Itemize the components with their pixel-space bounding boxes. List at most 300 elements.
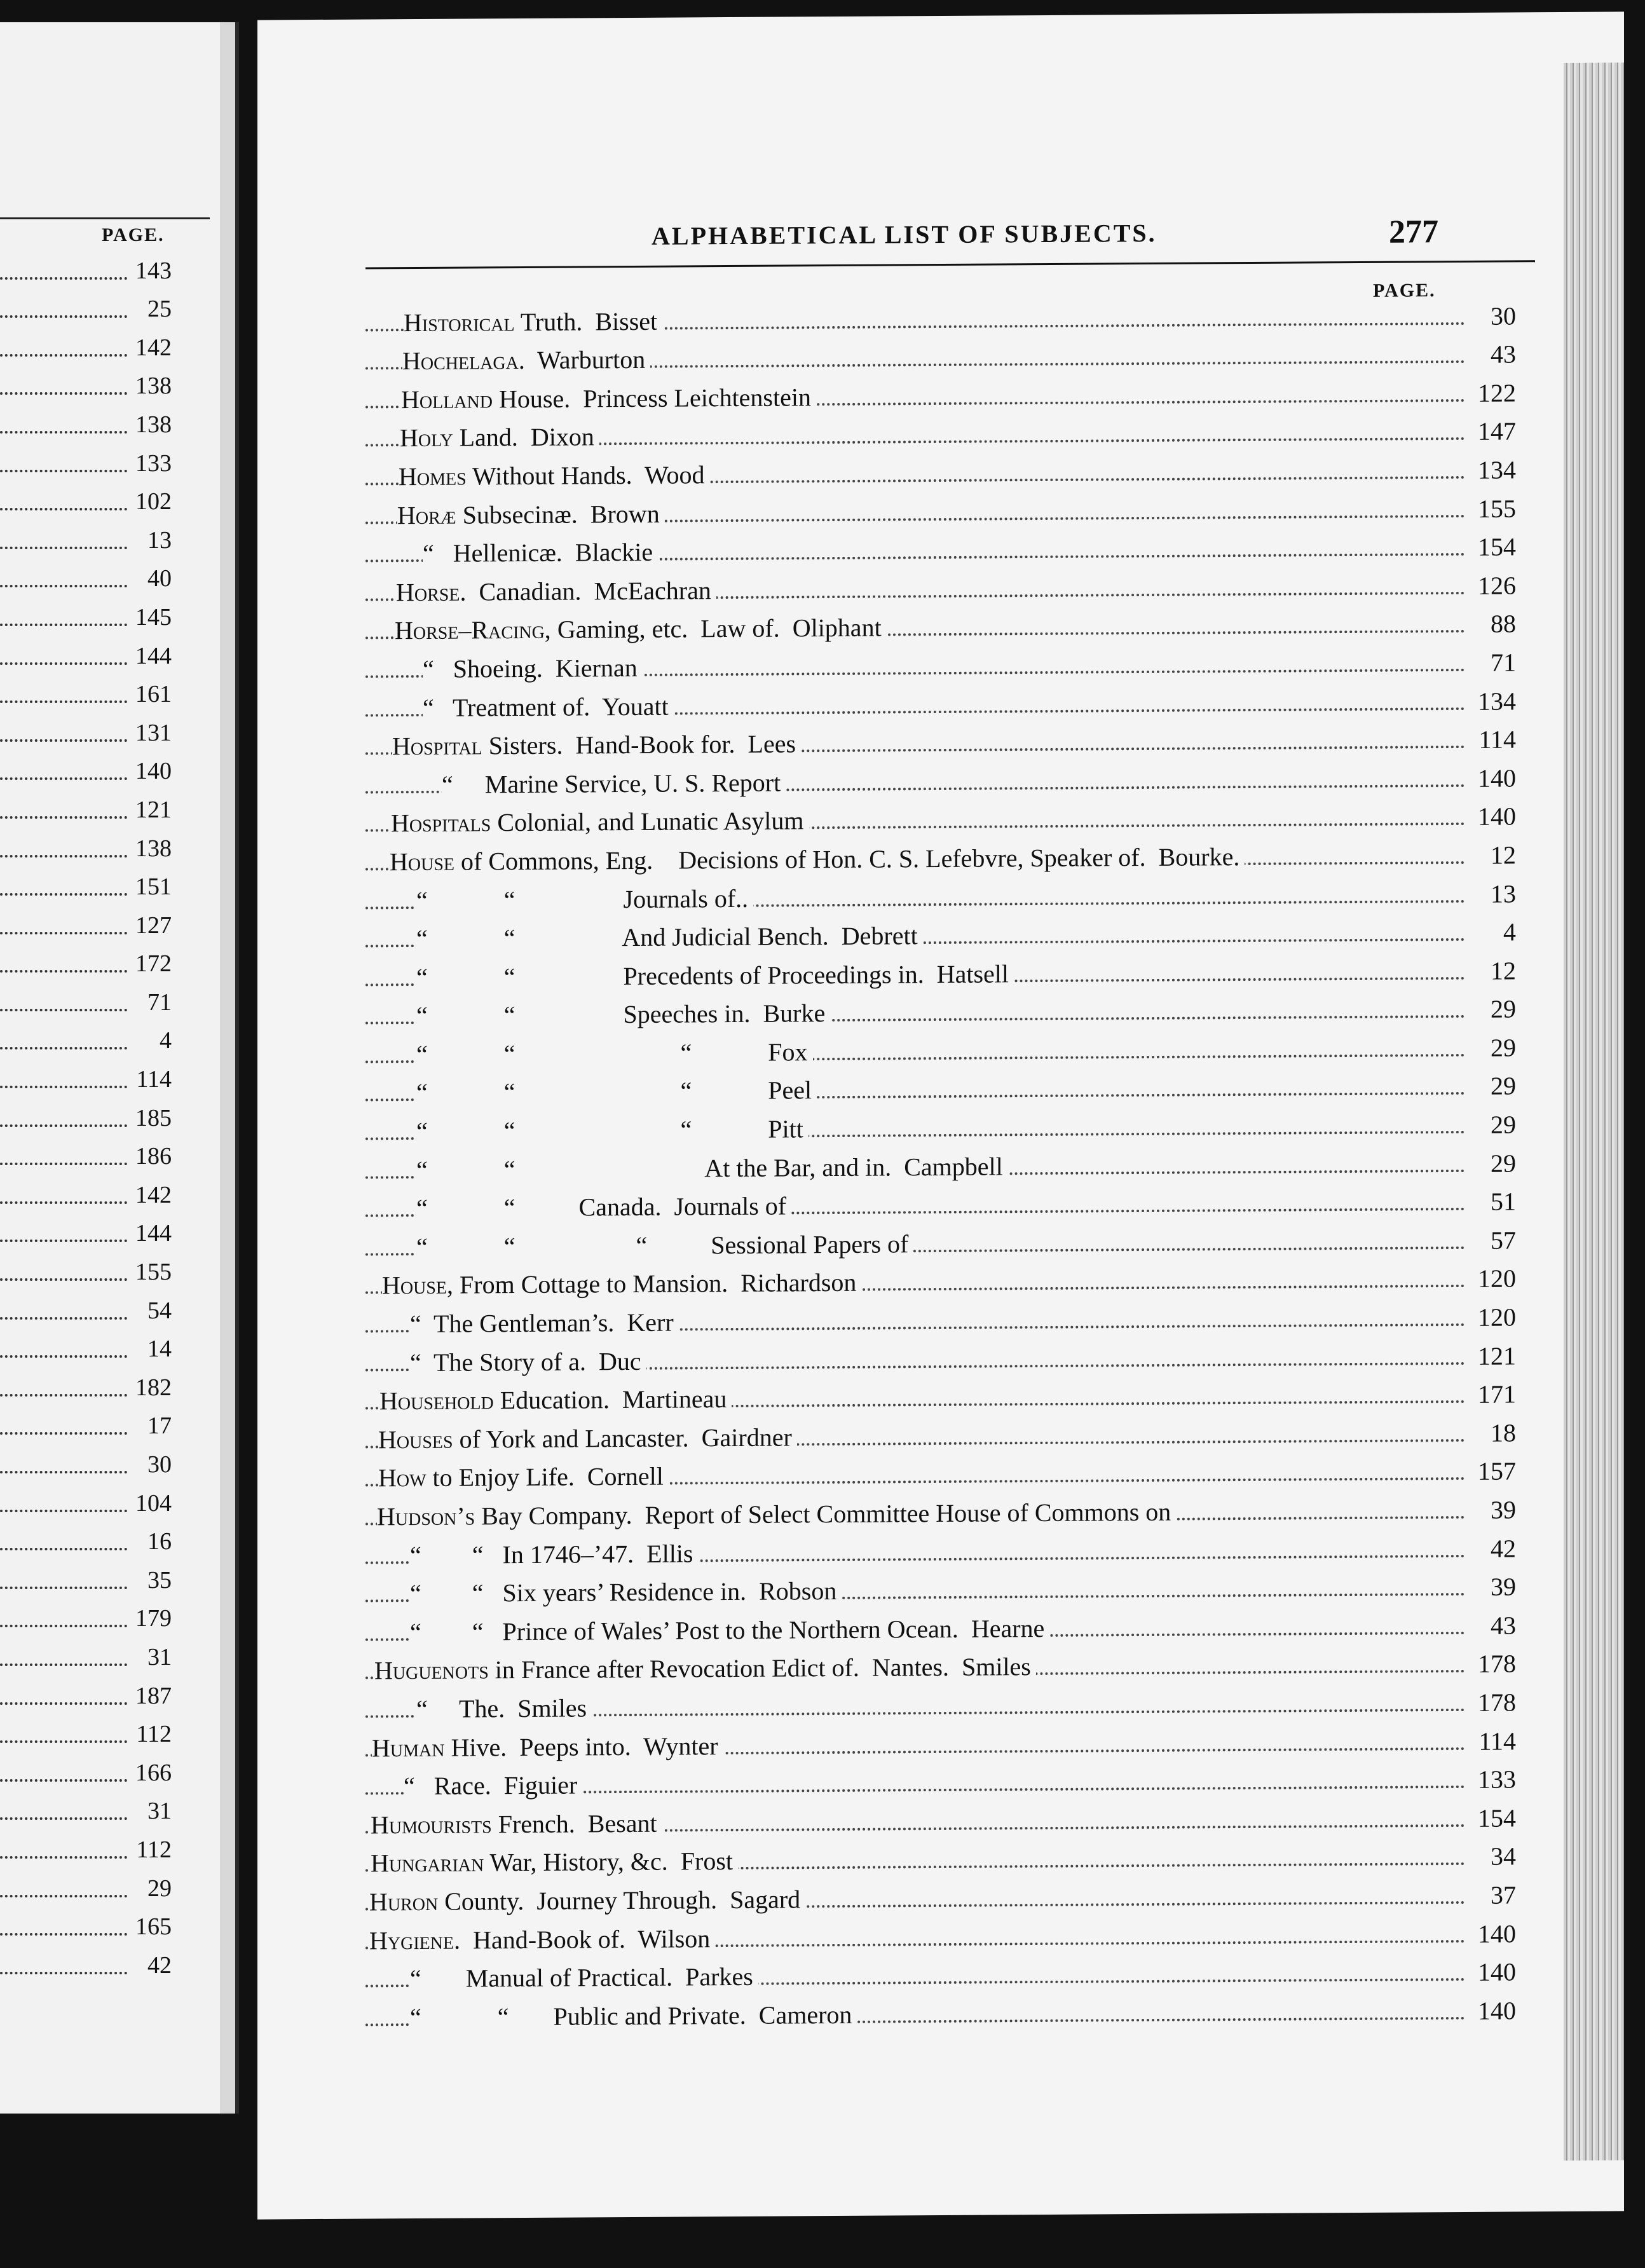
left-index-row	[0, 1522, 172, 1561]
page-ref: 13	[144, 526, 172, 554]
index-entry	[353, 1569, 1541, 1615]
index-entry	[353, 1878, 1541, 1923]
entry-text	[416, 1191, 791, 1224]
dot-leader	[0, 1009, 127, 1011]
dot-leader	[0, 431, 127, 434]
dot-leader	[0, 739, 127, 742]
page-ref: 143	[132, 257, 172, 285]
page-ref: 154	[1473, 532, 1516, 562]
page-ref: 138	[132, 411, 172, 439]
left-index-row	[0, 1561, 172, 1599]
index-entry	[353, 1300, 1541, 1346]
page-ref: 42	[1485, 1533, 1516, 1563]
entry-text	[416, 1114, 809, 1146]
entry-body: Hand-Book of. Wilson	[460, 1923, 711, 1955]
entry-body: “ Marine Service, U. S. Report	[442, 768, 781, 799]
page-ref: 120	[1473, 1264, 1516, 1294]
entry-text	[390, 842, 1245, 877]
page-ref: 102	[132, 488, 172, 516]
entry-heading: House	[390, 847, 455, 877]
entry-text	[442, 767, 786, 799]
page-ref: 17	[144, 1412, 172, 1440]
page-ref: 134	[1473, 686, 1516, 716]
index-entry	[353, 838, 1541, 884]
page-ref: 30	[1485, 301, 1516, 331]
dot-leader	[0, 315, 127, 318]
dot-leader	[0, 855, 127, 857]
page-ref: 71	[1485, 647, 1516, 677]
entry-heading: Horse.	[396, 577, 467, 606]
entry-body: “ Treatment of. Youatt	[423, 692, 669, 722]
page-ref: 142	[132, 1181, 172, 1209]
left-index-row	[0, 945, 172, 983]
entry-heading: Historical	[404, 307, 515, 337]
left-index-row	[0, 1830, 172, 1869]
page-ref: 131	[132, 719, 172, 747]
left-index-row	[0, 1368, 172, 1407]
page-ref: 43	[1485, 1610, 1516, 1640]
left-index-row	[0, 868, 172, 906]
entry-text	[416, 959, 1014, 992]
left-index-row	[0, 1445, 172, 1484]
header-rule	[365, 260, 1535, 269]
dot-leader	[0, 1663, 127, 1666]
entry-body: Without Hands. Wood	[466, 460, 705, 491]
entry-text	[410, 2000, 857, 2032]
left-index-row	[0, 1484, 172, 1522]
left-index-row	[0, 1946, 172, 1984]
index-entry	[353, 606, 1541, 652]
dot-leader	[0, 508, 127, 510]
index-entry	[353, 491, 1541, 536]
entry-text	[416, 1037, 813, 1069]
index-entry	[353, 1955, 1541, 2000]
dot-leader	[0, 1124, 127, 1127]
entry-heading: Holy	[400, 423, 453, 453]
entry-text	[374, 1651, 1036, 1685]
dot-leader	[0, 1394, 127, 1397]
page-ref: 145	[132, 603, 172, 631]
entry-heading: Houses	[378, 1424, 453, 1454]
left-index-row	[0, 1214, 172, 1253]
index-entry	[353, 1685, 1541, 1731]
entry-body: War, History, &c. Frost	[484, 1847, 734, 1877]
entry-body: Land. Dixon	[453, 422, 594, 453]
dot-leader	[0, 1471, 127, 1473]
dot-leader	[0, 1086, 127, 1088]
index-entry	[353, 722, 1541, 768]
page-ref: 140	[1473, 802, 1516, 831]
left-index-row	[0, 983, 172, 1021]
entry-body: in France after Revocation Edict of. Nantes. Smiles	[488, 1652, 1031, 1684]
left-index-row	[0, 636, 172, 675]
page-ref: 133	[132, 449, 172, 477]
entry-heading: Hospital	[392, 731, 482, 761]
entry-text	[416, 1229, 913, 1262]
left-index-row	[0, 1869, 172, 1908]
dot-leader	[0, 1548, 127, 1550]
left-index-row	[0, 1021, 172, 1060]
entry-body: From Cottage to Mansion. Richardson	[453, 1268, 857, 1300]
entry-body: Canadian. McEachran	[466, 575, 711, 606]
entry-body: “ Shoeing. Kiernan	[423, 653, 638, 683]
entry-text	[371, 1846, 738, 1878]
entry-body: “ Manual of Practical. Parkes	[410, 1962, 753, 1993]
dot-leader	[0, 893, 127, 896]
page-ref: 171	[1473, 1379, 1516, 1409]
entry-body: Colonial, and Lunatic Asylum	[491, 806, 804, 837]
dot-leader	[0, 1278, 127, 1281]
left-index-row	[0, 251, 172, 290]
dot-leader	[0, 1201, 127, 1204]
entry-body: “ “ “ Pitt	[416, 1114, 803, 1146]
entry-text	[378, 1422, 797, 1454]
dot-leader	[0, 700, 127, 703]
entry-body: “ “ Public and Private. Cameron	[410, 2000, 852, 2032]
page-ref: 140	[1473, 1957, 1516, 1987]
index-entry	[353, 1800, 1541, 1846]
entry-text	[399, 460, 710, 491]
page-ref: 37	[1485, 1880, 1516, 1909]
dot-leader	[0, 392, 127, 395]
left-index-row	[0, 790, 172, 829]
left-index-row	[0, 752, 172, 791]
page-ref: 30	[144, 1451, 172, 1479]
page-ref: 140	[1473, 1995, 1516, 2025]
page-ref: 29	[1485, 1071, 1516, 1101]
page-ref: 71	[144, 988, 172, 1016]
left-index-row	[0, 829, 172, 868]
entry-body: “ “ Precedents of Proceedings in. Hatsell	[416, 959, 1009, 992]
page-ref: 43	[1485, 339, 1516, 369]
entry-body: “ “ Journals of..	[416, 884, 749, 915]
index-entry	[353, 1415, 1541, 1461]
page-ref: 187	[132, 1682, 172, 1710]
entry-body: Education. Martineau	[493, 1384, 727, 1415]
index-entry	[353, 1030, 1541, 1076]
entry-text	[423, 537, 658, 568]
entry-heading: Hygiene.	[369, 1925, 461, 1955]
index-entry	[353, 1338, 1541, 1384]
index-entry	[353, 1493, 1541, 1538]
entry-text	[369, 1923, 715, 1955]
dot-leader	[0, 277, 127, 280]
entry-text	[397, 498, 665, 530]
entry-body: French. Besant	[491, 1808, 657, 1839]
right-page	[257, 11, 1624, 2219]
index-entry	[353, 645, 1541, 691]
page-ref: 133	[1473, 1765, 1516, 1794]
entry-body: “ Hellenicæ. Blackie	[423, 537, 653, 568]
index-entry	[353, 760, 1541, 806]
left-index-row	[0, 1792, 172, 1831]
page-ref: 40	[144, 564, 172, 592]
index-entry	[353, 1839, 1541, 1885]
left-index-row	[0, 1098, 172, 1137]
left-index-row	[0, 444, 172, 482]
entry-body: to Enjoy Life. Cornell	[426, 1462, 664, 1493]
page-ref: 29	[1485, 1148, 1516, 1178]
dot-leader	[0, 585, 127, 587]
page-ref: 13	[1485, 878, 1516, 908]
entry-body: “ The. Smiles	[416, 1693, 587, 1724]
left-index-row	[0, 405, 172, 444]
entry-body: Warburton	[524, 345, 646, 375]
left-page-column-label: PAGE.	[102, 224, 165, 245]
running-head: ALPHABETICAL LIST OF SUBJECTS.	[652, 218, 1157, 250]
page-ref: 39	[1485, 1572, 1516, 1602]
page-ref: 121	[132, 796, 172, 824]
dot-leader	[0, 1047, 127, 1049]
entry-text	[404, 306, 662, 337]
page-ref: 165	[132, 1913, 172, 1941]
index-entry	[353, 1723, 1541, 1769]
entry-heading: Hungarian	[371, 1848, 484, 1878]
page-ref: 172	[132, 950, 172, 978]
dot-leader	[0, 932, 127, 934]
page-ref: 138	[132, 372, 172, 400]
page-ref: 155	[132, 1258, 172, 1286]
page-stack-edge	[1564, 62, 1624, 2161]
page-ref: 147	[1473, 416, 1516, 446]
page-ref: 185	[132, 1104, 172, 1132]
page-ref: 138	[132, 835, 172, 863]
entry-body: “ “ “ Fox	[416, 1037, 808, 1069]
page-ref: 29	[144, 1875, 172, 1903]
entry-text	[372, 1731, 723, 1763]
entry-text	[371, 1808, 662, 1840]
left-page-number-list	[0, 251, 172, 1984]
page-ref: 121	[1473, 1341, 1516, 1370]
entry-text	[410, 1613, 1049, 1647]
page-ref: 114	[1473, 1726, 1516, 1756]
index-entry	[353, 915, 1541, 960]
left-index-row	[0, 367, 172, 406]
dot-leader	[0, 1972, 127, 1974]
entry-text	[392, 728, 801, 761]
entry-text	[416, 1076, 817, 1108]
dot-leader	[0, 624, 127, 626]
entry-body: “ “ Canada. Journals of	[416, 1191, 787, 1223]
entry-body: “ The Gentleman’s. Kerr	[410, 1308, 674, 1339]
index-entry	[353, 953, 1541, 999]
entry-text	[391, 806, 809, 838]
page-ref: 29	[1485, 994, 1516, 1024]
index-entry	[353, 1993, 1541, 2039]
page-ref: 25	[144, 295, 172, 323]
page-number: 277	[1389, 214, 1438, 250]
entry-heading: Hospitals	[391, 808, 491, 838]
page-ref: 12	[1485, 955, 1516, 985]
left-index-row	[0, 1291, 172, 1330]
entry-text	[423, 653, 643, 684]
page-ref: 155	[1473, 493, 1516, 523]
page-ref: 178	[1473, 1687, 1516, 1717]
page-ref: 54	[144, 1297, 172, 1325]
entry-body: Truth. Bisset	[514, 306, 658, 336]
dot-leader	[0, 1856, 127, 1859]
subject-index	[353, 298, 1541, 2039]
index-entry	[353, 453, 1541, 498]
index-entry	[353, 337, 1541, 383]
entry-heading: Huguenots	[374, 1655, 489, 1685]
entry-text	[410, 1346, 646, 1377]
left-index-row	[0, 906, 172, 945]
page-ref: 35	[144, 1566, 172, 1594]
page-ref: 126	[1473, 570, 1516, 600]
entry-heading: Holland	[401, 385, 493, 414]
entry-text	[379, 1384, 732, 1416]
page-ref: 16	[144, 1527, 172, 1555]
page-ref: 120	[1473, 1302, 1516, 1332]
entry-heading: Hochelaga.	[402, 346, 525, 376]
page-ref: 122	[1473, 378, 1516, 407]
left-index-row	[0, 598, 172, 636]
page-ref: 114	[1473, 725, 1516, 755]
index-entry	[353, 529, 1541, 575]
page-column-label: PAGE.	[1373, 280, 1436, 301]
entry-body: “ “ And Judicial Bench. Debrett	[416, 921, 918, 953]
entry-text	[382, 1267, 861, 1301]
page-ref: 114	[132, 1065, 172, 1093]
left-index-row	[0, 521, 172, 559]
entry-body: of Commons, Eng. Decisions of Hon. C. S. Lefebvre, Speaker of. Bourke.	[454, 842, 1240, 876]
entry-body: “ “ At the Bar, and in. Campbell	[416, 1152, 1003, 1184]
index-entry	[353, 298, 1541, 344]
page-ref: 29	[1485, 1110, 1516, 1140]
index-entry	[353, 1608, 1541, 1653]
entry-body: “ “ “ Peel	[416, 1076, 812, 1107]
entry-text	[378, 1461, 669, 1493]
entry-text	[416, 1693, 592, 1724]
left-index-row	[0, 1252, 172, 1291]
page-ref: 144	[132, 1219, 172, 1247]
page-ref: 182	[132, 1374, 172, 1402]
dot-leader	[0, 777, 127, 780]
left-index-row	[0, 1676, 172, 1715]
dot-leader	[0, 1163, 127, 1165]
entry-text	[416, 1151, 1008, 1185]
entry-text	[410, 1962, 758, 1993]
page-ref: 14	[144, 1335, 172, 1363]
entry-text	[410, 1308, 679, 1339]
index-entry	[353, 1531, 1541, 1576]
page-ref: 134	[1473, 454, 1516, 484]
page-ref: 179	[132, 1604, 172, 1632]
dot-leader	[0, 1355, 127, 1358]
page-ref: 151	[132, 873, 172, 901]
entry-text	[400, 422, 599, 453]
left-page-fragment	[0, 22, 239, 2114]
entry-body: “ “ “ Sessional Papers of	[416, 1229, 909, 1261]
page-ref: 186	[132, 1142, 172, 1170]
page-ref: 112	[132, 1720, 172, 1748]
left-index-row	[0, 1137, 172, 1176]
page-ref: 127	[132, 912, 172, 939]
index-entry	[353, 1454, 1541, 1499]
entry-body: of York and Lancaster. Gairdner	[453, 1423, 792, 1454]
left-index-row	[0, 1908, 172, 1946]
index-entry	[353, 1916, 1541, 1962]
page-ref: 142	[132, 334, 172, 362]
page-ref: 88	[1485, 609, 1516, 639]
entry-body: “ Race. Figuier	[404, 1770, 578, 1801]
page-ref: 51	[1485, 1187, 1516, 1217]
entry-heading: Horæ	[397, 500, 456, 529]
entry-text	[410, 1576, 842, 1608]
index-entry	[353, 1107, 1541, 1153]
dot-leader	[0, 1702, 127, 1705]
left-index-row	[0, 1060, 172, 1098]
entry-body: “ “ Speeches in. Burke	[416, 999, 826, 1030]
entry-text	[423, 691, 674, 722]
left-index-row	[0, 1407, 172, 1445]
entry-heading: How	[378, 1463, 427, 1493]
entry-text	[369, 1884, 805, 1916]
left-index-row	[0, 1599, 172, 1638]
entry-heading: Human	[372, 1733, 445, 1763]
left-header-rule	[0, 217, 210, 219]
page-ref: 4	[1498, 917, 1516, 947]
entry-text	[402, 345, 650, 376]
left-index-row	[0, 290, 172, 329]
dot-leader	[0, 354, 127, 357]
entry-text	[401, 382, 816, 414]
index-entry	[353, 1145, 1541, 1191]
left-index-row	[0, 1637, 172, 1676]
index-entry	[353, 876, 1541, 922]
entry-heading: Horse–Racing,	[395, 615, 551, 645]
index-entry	[353, 1184, 1541, 1230]
entry-body: Subsecinæ. Brown	[456, 499, 660, 529]
left-index-row	[0, 328, 172, 367]
entry-heading: House,	[382, 1271, 454, 1300]
entry-body: Hive. Peeps into. Wynter	[444, 1731, 718, 1762]
dot-leader	[0, 1933, 127, 1936]
page-ref: 140	[132, 757, 172, 785]
dot-leader	[0, 1510, 127, 1512]
entry-body: County. Journey Through. Sagard	[438, 1885, 801, 1916]
page-ref: 157	[1473, 1456, 1516, 1486]
page-ref: 154	[1473, 1803, 1516, 1833]
page-ref: 29	[1485, 1032, 1516, 1062]
dot-leader	[0, 662, 127, 665]
dot-leader	[0, 1587, 127, 1589]
entry-body: “ The Story of a. Duc	[410, 1346, 641, 1377]
page-ref: 34	[1485, 1841, 1516, 1871]
left-index-row	[0, 1753, 172, 1792]
page-ref: 104	[132, 1489, 172, 1517]
dot-leader	[0, 970, 127, 973]
left-page-edge	[220, 22, 235, 2114]
left-index-row	[0, 482, 172, 521]
index-entry	[353, 1222, 1541, 1268]
page-ref: 31	[144, 1797, 172, 1825]
dot-leader	[0, 1317, 127, 1320]
page-ref: 140	[1473, 1918, 1516, 1948]
entry-body: Bay Company. Report of Select Committee House of Commons on	[475, 1497, 1171, 1531]
index-entry	[353, 414, 1541, 460]
left-index-row	[0, 1715, 172, 1754]
entry-heading: Homes	[399, 461, 467, 491]
dot-leader	[0, 470, 127, 472]
page-ref: 161	[132, 680, 172, 708]
entry-body: “ “ In 1746–’47. Ellis	[410, 1538, 693, 1569]
dot-leader	[0, 1625, 127, 1627]
index-entry	[353, 1646, 1541, 1692]
entry-text	[416, 920, 923, 953]
dot-leader	[0, 547, 127, 549]
